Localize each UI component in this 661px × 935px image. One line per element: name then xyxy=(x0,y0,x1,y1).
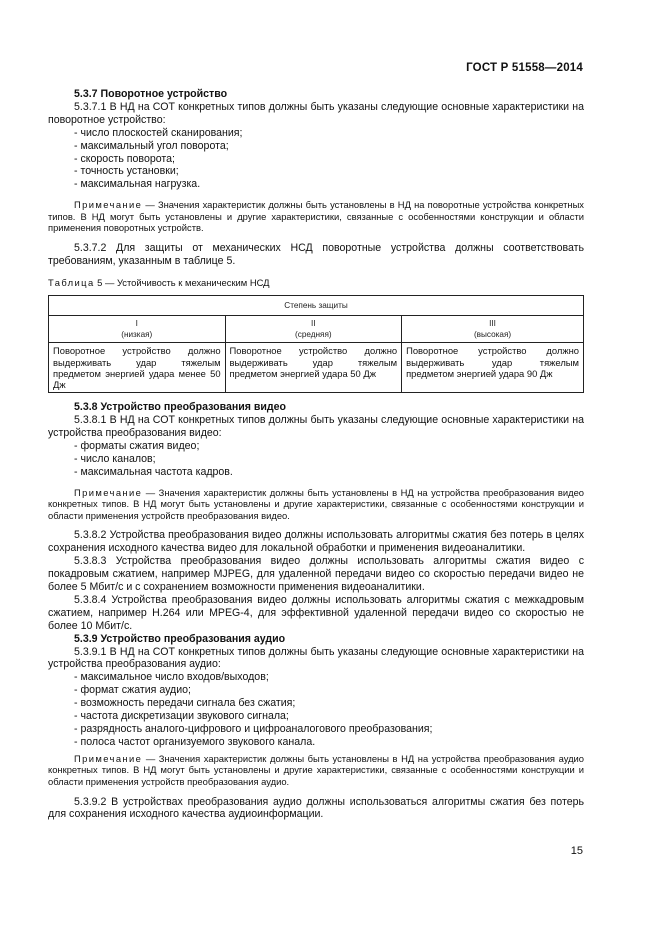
list-item: - полоса частот организуемого звукового канала. xyxy=(74,735,316,748)
list-item: - максимальная нагрузка. xyxy=(74,178,201,191)
section-heading-5-3-9: 5.3.9 Устройство преобразования аудио xyxy=(74,632,286,645)
table-cell: Поворотное устройство должно выдерживать удар тяжелым предметом энергией удара менее 50 Дж xyxy=(49,343,226,393)
note-label: Примечание xyxy=(74,752,143,764)
table-cell: Поворотное устройство должно выдерживать удар тяжелым предметом энергией удара 90 Дж xyxy=(402,343,584,393)
table-header: Степень защиты xyxy=(49,295,584,315)
level-name: (средняя) xyxy=(295,330,332,340)
paragraph-5-3-9-2: 5.3.9.2 В устройствах преобразования аудио должны использоваться алгоритмы сжатия без потерь для сохранения исходного качества аудиоинформации. xyxy=(48,795,584,821)
list-item: - максимальная частота кадров. xyxy=(74,465,233,478)
paragraph-5-3-7-1: 5.3.7.1 В НД на СОТ конкретных типов должны быть указаны следующие основные характеристики на поворотное устройство: xyxy=(48,100,584,126)
list-item: - максимальный угол поворота; xyxy=(74,139,229,152)
note-text: — Значения характеристик должны быть установлены в НД на устройства преобразования аудио конкретных типов. В НД могут быть установлены и другие характеристики, связанные с особенностями конструкции и области применения устройств преобразования аудио. xyxy=(48,752,584,787)
level-number: II xyxy=(311,318,316,328)
paragraph-5-3-8-4: 5.3.8.4 Устройства преобразования видео должны использовать алгоритмы сжатия с межкадровым сжатием, например H.264 или MPEG-4, для эффективной удаленной передачи видео со скоростью не более 10 Мбит/с. xyxy=(48,593,584,632)
list-item: - максимальное число входов/выходов; xyxy=(74,671,269,684)
list-5-3-7-1 xyxy=(48,127,584,192)
note-5-3-9 xyxy=(48,753,584,788)
note-text: — Значения характеристик должны быть установлены в НД на поворотные устройства конкретных типов. В НД могут быть установлены и другие характеристики, связанные с особенностями конструкции и области применения поворотных устройств. xyxy=(48,199,584,234)
note-text: — Значения характеристик должны быть установлены в НД на устройства преобразования видео конкретных типов. В НД могут быть установлены и другие характеристики, связанные с особенностями конструкции и области применения устройств преобразования видео. xyxy=(48,486,584,521)
paragraph-5-3-9-1: 5.3.9.1 В НД на СОТ конкретных типов должны быть указаны следующие основные характеристики на устройства преобразования аудио: xyxy=(48,645,584,671)
level-number: I xyxy=(135,318,138,328)
level-name: (высокая) xyxy=(473,330,512,340)
document-header: ГОСТ Р 51558—2014 xyxy=(466,62,583,74)
list-item: - разрядность аналого-цифрового и цифроаналогового преобразования; xyxy=(74,722,433,735)
list-item: - формат сжатия аудио; xyxy=(74,684,191,697)
section-heading-5-3-8: 5.3.8 Устройство преобразования видео xyxy=(74,401,286,414)
paragraph-5-3-8-2: 5.3.8.2 Устройства преобразования видео должны использовать алгоритмы сжатия без потерь в целях сохранения исходного качества видео для локальной обработки и применения видеоаналитики. xyxy=(48,529,584,555)
section-heading-5-3-7: 5.3.7 Поворотное устройство xyxy=(74,88,228,100)
level-name: (низкая) xyxy=(121,330,153,340)
table-caption-label: Таблица xyxy=(48,276,95,288)
paragraph-5-3-8-3: 5.3.8.3 Устройства преобразования видео должны использовать алгоритмы сжатия видео с покадровым сжатием, например MJPEG, для удаленной передачи видео со скоростью передачи видео не более 5 Мбит/с и с сохранением возможности применения видеоаналитики. xyxy=(48,555,584,594)
document-body xyxy=(48,88,584,821)
note-label: Примечание xyxy=(74,486,143,498)
note-5-3-7 xyxy=(48,199,584,234)
note-label: Примечание xyxy=(74,199,143,211)
list-5-3-8-1 xyxy=(48,440,584,479)
list-item: - точность установки; xyxy=(74,165,179,178)
table-level-cell xyxy=(225,315,402,342)
table-level-cell xyxy=(402,315,584,342)
list-item: - число каналов; xyxy=(74,452,156,465)
list-item: - число плоскостей сканирования; xyxy=(74,126,243,139)
list-item: - возможность передачи сигнала без сжатия; xyxy=(74,697,296,710)
table-5 xyxy=(48,295,584,393)
level-number: III xyxy=(489,318,496,328)
list-item: - скорость поворота; xyxy=(74,152,175,165)
note-5-3-8 xyxy=(48,487,584,522)
list-5-3-9-1 xyxy=(48,671,584,748)
table-level-cell xyxy=(49,315,226,342)
table-caption-text: 5 — Устойчивость к механическим НСД xyxy=(94,276,270,288)
page-number: 15 xyxy=(570,845,583,857)
table-cell: Поворотное устройство должно выдерживать удар тяжелым предметом энергией удара 50 Дж xyxy=(225,343,402,393)
list-item: - частота дискретизации звукового сигнала; xyxy=(74,710,289,723)
paragraph-5-3-7-2: 5.3.7.2 Для защиты от механических НСД поворотные устройства должны соответствовать требованиям, указанным в таблице 5. xyxy=(48,242,584,267)
table-caption xyxy=(48,277,584,290)
list-item: - форматы сжатия видео; xyxy=(74,439,200,452)
paragraph-5-3-8-1: 5.3.8.1 В НД на СОТ конкретных типов должны быть указаны следующие основные характеристики на устройства преобразования видео: xyxy=(48,414,584,439)
